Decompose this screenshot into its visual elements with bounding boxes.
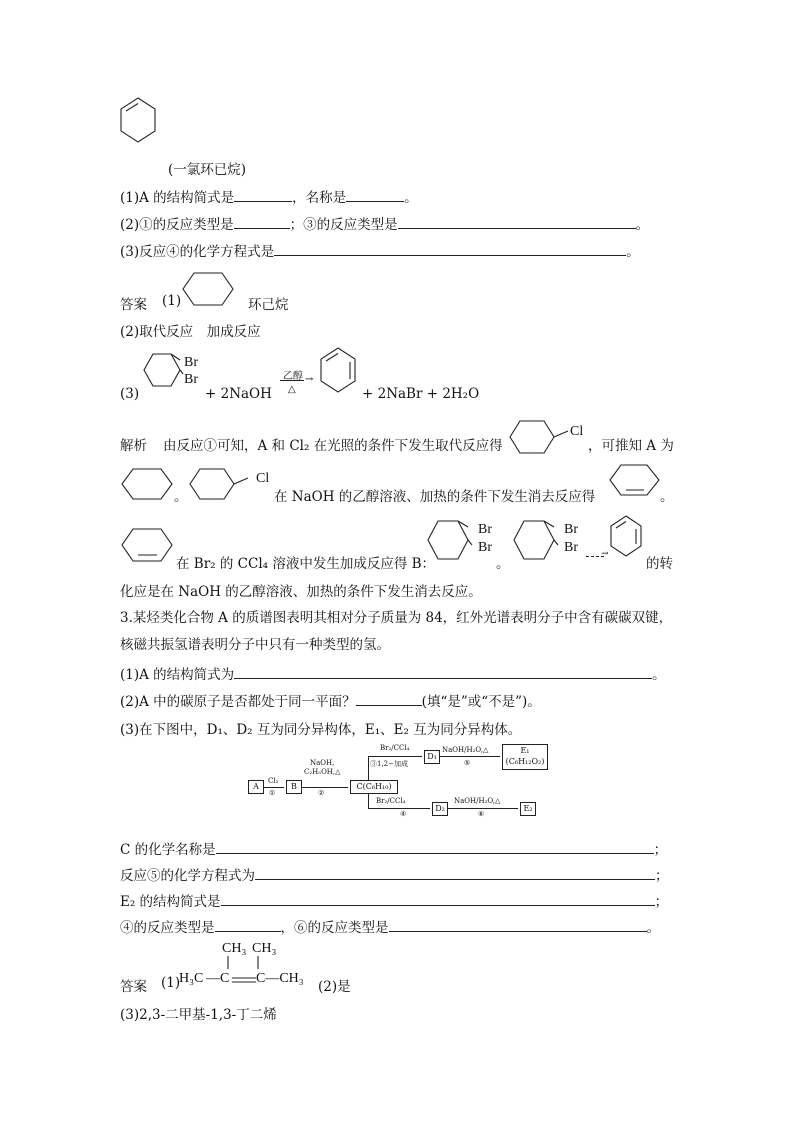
compound-e2: E₂ — [520, 802, 536, 816]
step-3: ③1,2−加成 — [370, 760, 408, 768]
period: 。 — [174, 489, 188, 505]
compound-d1: D₁ — [424, 750, 440, 764]
compound-a: A — [248, 780, 264, 794]
answer-blank[interactable] — [215, 919, 281, 932]
br-label: Br — [184, 355, 198, 370]
cyclohexene-structure — [120, 526, 176, 564]
structure-c1: —C — [206, 971, 230, 986]
cl-label: Cl — [256, 471, 270, 486]
reagent-cl2: Cl₂ — [268, 777, 279, 785]
q3-part1: (1)A 的结构简式为 。 — [120, 667, 666, 683]
answer-blank[interactable] — [274, 243, 626, 256]
q3-intro-1: 3.某烃类化合物 A 的质谱图表明其相对分子质量为 84，红外光谱表明分子中含有碳碳双键， — [120, 610, 673, 626]
answer-1-num: (1) — [161, 975, 181, 991]
cyclohexene-structure — [608, 462, 662, 498]
q3-part2: (2)A 中的碳原子是否都处于同一平面？ (填“是”或“不是”)。 — [120, 694, 541, 710]
analysis-line4: 化应是在 NaOH 的乙醇溶液、加热的条件下发生消去反应。 — [120, 584, 482, 600]
arrow-6 — [448, 808, 518, 809]
period: 。 — [660, 489, 674, 505]
answer-label: 答案 — [120, 979, 147, 995]
answer-blank[interactable] — [234, 666, 652, 679]
cyclohexane-structure — [180, 270, 236, 308]
answer-blank[interactable] — [234, 189, 292, 202]
answer-blank[interactable] — [234, 216, 290, 229]
reagent-naoh-h2o: NaOH/H₂O,△ — [454, 797, 501, 805]
reagent-naoh-h2o: NaOH/H₂O,△ — [442, 746, 489, 754]
arrow-3 — [368, 756, 422, 757]
arrow-5 — [440, 756, 500, 757]
q3-intro-2: 核磁共振氢谱表明分子中只有一种类型的氢。 — [120, 637, 390, 653]
answer-blank[interactable] — [255, 867, 655, 880]
q2-part2: (2)①的反应类型是 ；③的反应类型是 。 — [120, 217, 650, 233]
analysis-label: 解析 — [120, 438, 147, 454]
answer-2: (2)是 — [318, 979, 351, 995]
reagent-naoh: + 2NaOH — [205, 386, 272, 402]
answer-label: 答案 — [120, 297, 147, 313]
cyclohexene-structure — [118, 96, 158, 148]
answer-3: (3)2,3-二甲基-1,3-丁二烯 — [120, 1007, 277, 1023]
q3-reaction5: 反应⑤的化学方程式为 ； — [120, 868, 669, 884]
structure-bonds — [224, 956, 264, 970]
step-6: ⑥ — [478, 810, 485, 818]
cl-label: Cl — [570, 424, 584, 439]
cyclohexyl-chloride-caption: (一氯环已烷) — [168, 162, 247, 178]
condition-heat: △ — [288, 384, 296, 395]
condition-ethanol: 乙醇 — [283, 371, 303, 382]
arrow-2 — [302, 787, 348, 788]
cyclohexane-structure — [120, 466, 176, 502]
analysis-line3-end: 的转 — [646, 556, 673, 572]
reagent-etoh: C₂H₅OH,△ — [304, 768, 341, 776]
dibromocyclohexane-structure — [424, 515, 504, 569]
arrow-head: → — [601, 549, 609, 559]
compound-d2: D₂ — [432, 802, 448, 816]
answer-blank[interactable] — [398, 216, 636, 229]
reaction-scheme — [248, 742, 548, 822]
br-label: Br — [564, 522, 578, 537]
compound-c: C(C₆H₁₀) — [350, 780, 398, 794]
analysis-line3: 在 Br₂ 的 CCl₄ 溶液中发生加成反应得 B： — [176, 556, 436, 572]
answer-blank[interactable] — [216, 841, 654, 854]
answer-1-name: 环己烷 — [248, 297, 289, 313]
arrow-1 — [264, 787, 284, 788]
chlorocyclohexane-structure — [508, 418, 572, 456]
answer-blank[interactable] — [221, 893, 655, 906]
answer-blank[interactable] — [389, 919, 647, 932]
q2-part3: (3)反应④的化学方程式是 。 — [120, 244, 640, 260]
branch-up — [368, 756, 369, 780]
br-label: Br — [184, 372, 198, 387]
answer-blank[interactable] — [346, 189, 404, 202]
structure-c2: C—CH₃ — [256, 971, 304, 986]
e1-label: E₁ — [520, 746, 530, 755]
dibromocyclohexane-structure — [510, 515, 590, 569]
answer-1-num: (1) — [162, 293, 182, 309]
reagent-br2: Br₂/CCl₄ — [380, 744, 410, 752]
q3-reaction-types: ④的反应类型是 ，⑥的反应类型是 。 — [120, 920, 660, 936]
br-label: Br — [478, 540, 492, 555]
answer-blank[interactable] — [356, 693, 422, 706]
q2-part1: (1)A 的结构简式是 ，名称是 。 — [120, 190, 418, 206]
arrow-4 — [368, 808, 430, 809]
step-4: ④ — [400, 810, 407, 818]
analysis-line2: 在 NaOH 的乙醇溶液、加热的条件下发生消去反应得 — [274, 489, 596, 505]
step-2: ② — [318, 789, 325, 797]
q3-c-name: C 的化学名称是 ； — [120, 842, 668, 858]
structure-h3c: H₃C — [179, 971, 204, 986]
branch-down — [368, 794, 369, 808]
answer-3-num: (3) — [120, 386, 140, 402]
reagent-br2: Br₂/CCl₄ — [376, 797, 406, 805]
br-label: Br — [478, 522, 492, 537]
q3-part3: (3)在下图中，D₁、D₂ 互为同分异构体，E₁、E₂ 互为同分异构体。 — [120, 722, 522, 738]
q3-e2-structure: E₂ 的结构简式是 ； — [120, 894, 669, 910]
products: + 2NaBr + 2H₂O — [362, 386, 480, 402]
cyclohexadiene-structure — [318, 346, 358, 398]
chlorocyclohexane-structure — [188, 466, 252, 502]
compound-e1 — [502, 744, 548, 770]
methyl-label: CH₃ — [222, 941, 247, 956]
e1-formula: (C₆H₁₂O₂) — [505, 757, 545, 766]
step-5: ⑤ — [464, 759, 471, 767]
arrow-head: → — [305, 374, 314, 385]
analysis-line1-end: ，可推知 A 为 — [588, 438, 674, 454]
reagent-naoh: NaOH, — [310, 759, 335, 767]
step-1: ① — [269, 789, 276, 797]
methyl-label: CH₃ — [252, 941, 277, 956]
compound-b: B — [286, 780, 302, 794]
analysis-line1: 由反应①可知，A 和 Cl₂ 在光照的条件下发生取代反应得 — [163, 438, 503, 454]
double-bond — [232, 976, 256, 984]
cyclohexadiene-structure — [608, 514, 644, 564]
answer-2: (2)取代反应 加成反应 — [120, 324, 261, 340]
period: 。 — [496, 556, 510, 572]
br-label: Br — [564, 540, 578, 555]
